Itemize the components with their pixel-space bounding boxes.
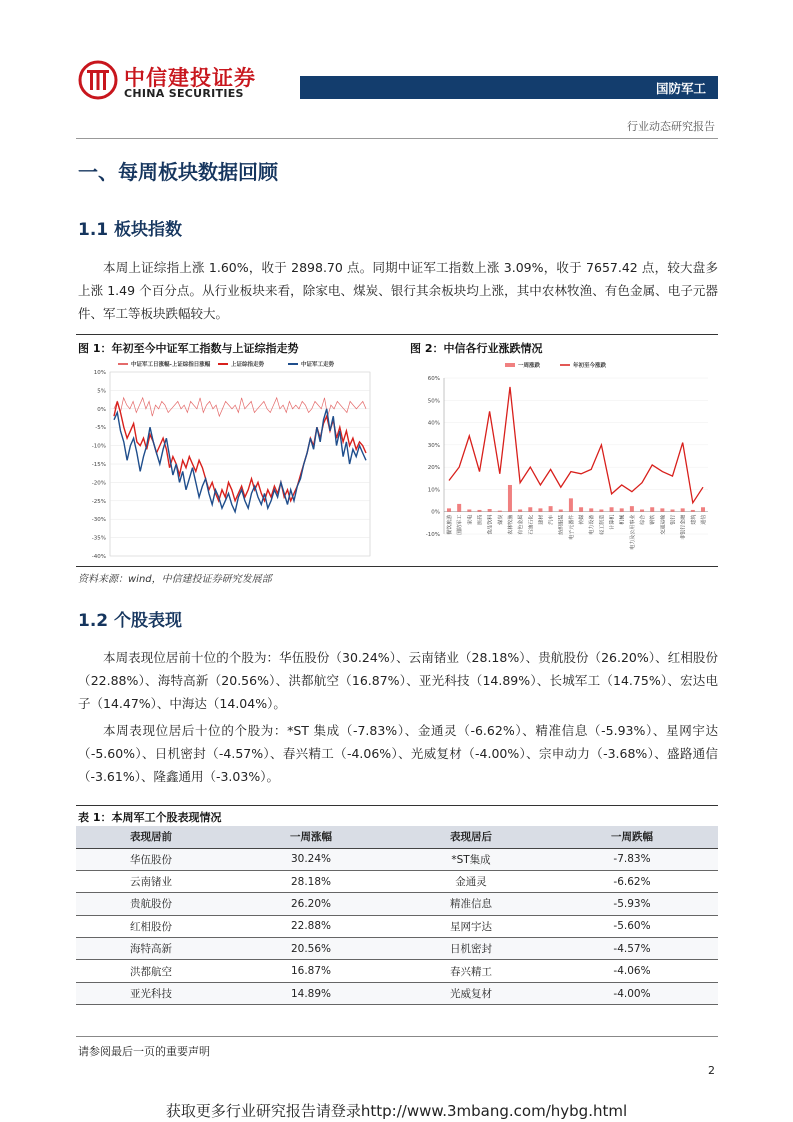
category-label: 银行: [670, 514, 677, 525]
category-label: 非银行金融: [680, 514, 687, 540]
bar: [457, 504, 461, 512]
bottom-stocks-paragraph: 本周表现位居后十位的个股为：*ST 集成（-7.83%）、金通灵（-6.62%）、精准信息（-5.93%）、星网宇达（-5.60%）、日机密封（-4.57%）、春兴精工（-4.06%）、光威复材（-4.00%）、宗申动力（-3.68%）、盛路通信（-3.61%）、隆鑫通用（-3.03%）。: [78, 723, 718, 784]
index-paragraph: 本周上证综指上涨 1.60%，收于 2898.70 点。同期中证军工指数上涨 3.09%，收于 7657.42 点，较大盘多上涨 1.49 个百分点。从行业板块来看，除家电、煤炭、银行其余板块均上涨，其中农林牧渔、有色金属、电子元器件、军工等板块跌幅较大。: [78, 260, 718, 321]
bar: [528, 507, 532, 511]
bar: [630, 506, 634, 512]
y-tick-label: 30%: [427, 442, 440, 449]
header-top-stock: 表现居前: [76, 826, 226, 848]
category-label: 家电: [467, 514, 474, 525]
category-label: 传媒: [579, 514, 586, 525]
y-tick-label: 10%: [93, 370, 106, 376]
bar: [569, 498, 573, 511]
header-bar: [300, 76, 718, 99]
table-title-bar: [76, 805, 718, 824]
figure2-title: 图 2：中信各行业涨跌情况: [410, 342, 543, 355]
y-tick-label: -10%: [425, 532, 440, 538]
category-label: 纺织服装: [558, 514, 565, 535]
stock-performance-table: [76, 826, 718, 1005]
bar: [538, 508, 542, 511]
category-label: 石油石化: [528, 514, 535, 535]
bar: [610, 507, 614, 511]
bottom-stock-name: 星网宇达: [396, 915, 546, 937]
bottom-stock-name: 日机密封: [396, 938, 546, 960]
table-header-row: [76, 826, 718, 848]
category-label: 有色金属: [518, 514, 525, 535]
bottom-stock-change: -5.93%: [546, 893, 718, 915]
y-tick-label: -20%: [91, 480, 106, 487]
bottom-stock-name: *ST集成: [396, 848, 546, 870]
category-label: 农林牧渔: [507, 514, 514, 535]
y-tick-label: 50%: [427, 398, 440, 405]
legend-label: 一周涨跌: [518, 363, 541, 369]
y-tick-label: 0%: [431, 509, 440, 516]
bar: [559, 509, 563, 511]
table-row: [76, 893, 718, 915]
y-tick-label: -10%: [91, 443, 106, 450]
bar: [488, 509, 492, 512]
bar: [691, 510, 695, 512]
bar: [477, 510, 481, 512]
bar: [660, 508, 664, 511]
y-tick-label: -5%: [95, 425, 106, 432]
bar: [518, 509, 522, 511]
section-title: 一、每周板块数据回顾: [78, 160, 278, 184]
category-label: 轻工制造: [599, 514, 606, 535]
y-tick-label: 5%: [97, 388, 106, 395]
company-logo: [78, 60, 256, 102]
industry-label: 国防军工: [655, 81, 706, 96]
category-label: 钢铁: [650, 514, 657, 525]
bottom-stock-change: -4.06%: [546, 960, 718, 982]
bottom-stock-name: 光威复材: [396, 982, 546, 1004]
category-label: 餐饮旅游: [447, 514, 453, 535]
bar: [467, 509, 471, 511]
header-top-change: 一周涨幅: [226, 826, 396, 848]
y-tick-label: 10%: [427, 487, 440, 494]
industry-change-chart: [410, 356, 715, 566]
top-stocks-paragraph: 本周表现位居前十位的个股为：华伍股份（30.24%）、云南锗业（28.18%）、贵航股份（26.20%）、红相股份（22.88%）、海特高新（20.56%）、洪都航空（16.87%）、亚光科技（14.89%）、长城军工（14.75%）、宏达电子（14.47%）、中海达（14.04%）。: [78, 650, 718, 711]
report-type: 行业动态研究报告: [627, 120, 715, 133]
logo-emblem-icon: [78, 60, 118, 100]
bar: [579, 507, 583, 511]
top-stock-name: 洪都航空: [76, 960, 226, 982]
bar: [681, 508, 685, 511]
legend-label: 中证军工日涨幅-上证综指日涨幅: [131, 362, 211, 368]
bottom-stock-change: -4.00%: [546, 982, 718, 1004]
bar: [599, 509, 603, 511]
top-stock-name: 海特高新: [76, 938, 226, 960]
bar: [620, 508, 624, 511]
category-label: 汽车: [548, 514, 555, 525]
header-divider: [76, 138, 718, 139]
legend-swatch: [505, 363, 515, 367]
category-label: 交通运输: [660, 514, 667, 535]
top-stock-name: 华伍股份: [76, 848, 226, 870]
table-row: [76, 982, 718, 1004]
table-row: [76, 870, 718, 892]
top-stock-name: 红相股份: [76, 915, 226, 937]
figure-top-rule: [76, 334, 718, 335]
source-divider: [76, 566, 718, 567]
top-stock-change: 28.18%: [226, 870, 396, 892]
category-label: 电子元器件: [568, 514, 575, 540]
top-stock-change: 14.89%: [226, 982, 396, 1004]
header-bottom-change: 一周跌幅: [546, 826, 718, 848]
logo-chinese-name: 中信建投证券: [124, 66, 256, 90]
bottom-stock-change: -6.62%: [546, 870, 718, 892]
top-stock-name: 贵航股份: [76, 893, 226, 915]
figure1-title: 图 1：年初至今中证军工指数与上证综指走势: [78, 342, 299, 355]
subsection-title-index: 1.1 板块指数: [78, 220, 183, 240]
military-index-line-chart: [78, 356, 378, 566]
footer-divider: [76, 1036, 718, 1037]
table-row: [76, 938, 718, 960]
category-label: 机械: [619, 514, 626, 525]
top-stock-change: 26.20%: [226, 893, 396, 915]
category-label: 煤炭: [497, 514, 504, 525]
bar: [640, 509, 644, 511]
bottom-stock-change: -7.83%: [546, 848, 718, 870]
y-tick-label: -15%: [91, 462, 106, 468]
legend-label: 上证综指走势: [231, 362, 265, 368]
legend-label: 年初至今涨跌: [573, 363, 607, 369]
bar: [650, 507, 654, 511]
y-tick-label: 60%: [427, 376, 440, 382]
bottom-stock-name: 金通灵: [396, 870, 546, 892]
category-label: 建材: [538, 514, 545, 525]
category-label: 国防军工: [457, 514, 464, 535]
top-stock-change: 16.87%: [226, 960, 396, 982]
bar: [671, 509, 675, 511]
table-row: [76, 960, 718, 982]
subsection-title-stocks: 1.2 个股表现: [78, 611, 183, 631]
y-tick-label: -35%: [91, 535, 106, 542]
legend-label: 中证军工走势: [301, 362, 335, 368]
bar: [549, 506, 553, 512]
y-tick-label: -40%: [91, 554, 106, 560]
bottom-stock-name: 春兴精工: [396, 960, 546, 982]
bottom-stock-change: -5.60%: [546, 915, 718, 937]
bar: [508, 485, 512, 512]
top-stock-name: 云南锗业: [76, 870, 226, 892]
figure-source: 资料来源：wind，中信建投证券研究发展部: [78, 574, 272, 585]
logo-english-name: CHINA SECURITIES: [124, 87, 244, 100]
category-label: 电力设备: [589, 514, 596, 535]
watermark-link[interactable]: 获取更多行业研究报告请登录http://www.3mbang.com/hybg.html: [165, 1102, 628, 1120]
table-row: [76, 915, 718, 937]
bottom-stock-change: -4.57%: [546, 938, 718, 960]
bar: [447, 508, 451, 511]
y-tick-label: 20%: [427, 465, 440, 472]
y-tick-label: -25%: [91, 498, 106, 505]
page-number: 2: [708, 1064, 715, 1077]
y-tick-label: 0%: [97, 406, 106, 413]
category-label: 通信: [701, 514, 707, 525]
top-stock-change: 30.24%: [226, 848, 396, 870]
category-label: 综合: [640, 514, 647, 525]
header-bottom-stock: 表现居后: [396, 826, 546, 848]
category-label: 电力及公用事业: [629, 514, 636, 550]
top-stock-name: 亚光科技: [76, 982, 226, 1004]
disclaimer-note: 请参阅最后一页的重要声明: [78, 1045, 210, 1058]
top-stock-change: 20.56%: [226, 938, 396, 960]
y-tick-label: 40%: [427, 420, 440, 427]
y-tick-label: -30%: [91, 517, 106, 524]
bar: [498, 511, 502, 512]
table-title: 表 1：本周军工个股表现情况: [78, 811, 222, 824]
category-label: 计算机: [609, 514, 616, 530]
category-label: 医药: [477, 514, 484, 525]
top-stock-change: 22.88%: [226, 915, 396, 937]
category-label: 食品饮料: [487, 514, 494, 535]
bar: [589, 508, 593, 511]
bar: [701, 507, 705, 511]
table-row: [76, 848, 718, 870]
category-label: 建筑: [690, 514, 697, 525]
bottom-stock-name: 精准信息: [396, 893, 546, 915]
